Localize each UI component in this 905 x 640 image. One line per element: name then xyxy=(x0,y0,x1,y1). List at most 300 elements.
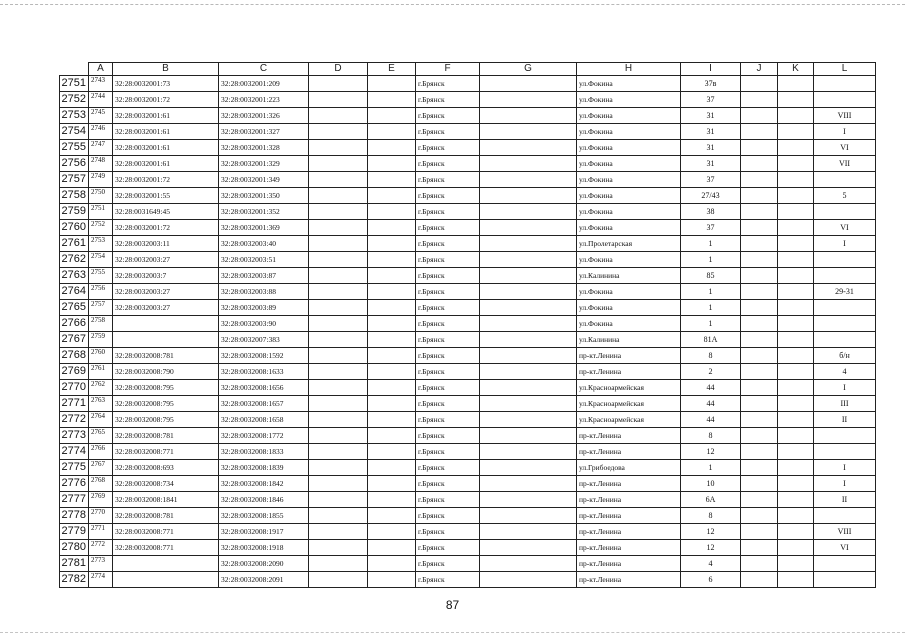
row-number[interactable]: 2756 xyxy=(60,156,89,172)
cell-d[interactable] xyxy=(309,268,368,284)
cell-g[interactable] xyxy=(480,460,577,476)
cell-l[interactable]: I xyxy=(814,476,876,492)
cell-g[interactable] xyxy=(480,428,577,444)
cell-h[interactable]: ул.Грибоедова xyxy=(577,460,681,476)
cell-f[interactable]: г.Брянск xyxy=(416,284,480,300)
cell-a[interactable]: 2747 xyxy=(89,140,113,156)
cell-f[interactable]: г.Брянск xyxy=(416,428,480,444)
cell-j[interactable] xyxy=(741,188,778,204)
cell-c[interactable]: 32:28:0032003:51 xyxy=(219,252,309,268)
cell-g[interactable] xyxy=(480,572,577,588)
cell-l[interactable] xyxy=(814,204,876,220)
cell-j[interactable] xyxy=(741,124,778,140)
cell-l[interactable] xyxy=(814,252,876,268)
cell-d[interactable] xyxy=(309,332,368,348)
cell-h[interactable]: ул.Красноармейская xyxy=(577,412,681,428)
cell-a[interactable]: 2745 xyxy=(89,108,113,124)
cell-j[interactable] xyxy=(741,220,778,236)
cell-g[interactable] xyxy=(480,364,577,380)
cell-d[interactable] xyxy=(309,156,368,172)
row-number[interactable]: 2776 xyxy=(60,476,89,492)
cell-g[interactable] xyxy=(480,220,577,236)
cell-j[interactable] xyxy=(741,476,778,492)
cell-g[interactable] xyxy=(480,556,577,572)
cell-d[interactable] xyxy=(309,236,368,252)
cell-i[interactable]: 31 xyxy=(681,156,741,172)
cell-a[interactable]: 2767 xyxy=(89,460,113,476)
cell-a[interactable]: 2758 xyxy=(89,316,113,332)
cell-g[interactable] xyxy=(480,396,577,412)
cell-k[interactable] xyxy=(778,412,814,428)
cell-l[interactable] xyxy=(814,76,876,92)
cell-g[interactable] xyxy=(480,524,577,540)
cell-e[interactable] xyxy=(368,444,416,460)
cell-d[interactable] xyxy=(309,396,368,412)
cell-k[interactable] xyxy=(778,524,814,540)
row-number[interactable]: 2779 xyxy=(60,524,89,540)
cell-l[interactable]: I xyxy=(814,236,876,252)
cell-a[interactable]: 2774 xyxy=(89,572,113,588)
row-number[interactable]: 2766 xyxy=(60,316,89,332)
cell-c[interactable]: 32:28:0032008:1918 xyxy=(219,540,309,556)
cell-b[interactable]: 32:28:0032008:771 xyxy=(113,540,219,556)
cell-f[interactable]: г.Брянск xyxy=(416,156,480,172)
cell-d[interactable] xyxy=(309,508,368,524)
cell-j[interactable] xyxy=(741,236,778,252)
cell-h[interactable]: пр-кт.Ленина xyxy=(577,556,681,572)
cell-b[interactable]: 32:28:0032008:795 xyxy=(113,412,219,428)
cell-j[interactable] xyxy=(741,316,778,332)
cell-a[interactable]: 2770 xyxy=(89,508,113,524)
cell-g[interactable] xyxy=(480,412,577,428)
cell-h[interactable]: ул.Фокина xyxy=(577,156,681,172)
cell-j[interactable] xyxy=(741,92,778,108)
cell-l[interactable]: II xyxy=(814,492,876,508)
row-number[interactable]: 2772 xyxy=(60,412,89,428)
cell-j[interactable] xyxy=(741,444,778,460)
cell-l[interactable] xyxy=(814,428,876,444)
row-number[interactable]: 2778 xyxy=(60,508,89,524)
cell-k[interactable] xyxy=(778,348,814,364)
cell-j[interactable] xyxy=(741,284,778,300)
cell-h[interactable]: ул.Фокина xyxy=(577,140,681,156)
cell-c[interactable]: 32:28:0032008:1772 xyxy=(219,428,309,444)
cell-j[interactable] xyxy=(741,396,778,412)
cell-d[interactable] xyxy=(309,444,368,460)
cell-b[interactable] xyxy=(113,572,219,588)
cell-f[interactable]: г.Брянск xyxy=(416,76,480,92)
cell-i[interactable]: 1 xyxy=(681,284,741,300)
cell-j[interactable] xyxy=(741,108,778,124)
row-number[interactable]: 2764 xyxy=(60,284,89,300)
cell-j[interactable] xyxy=(741,492,778,508)
cell-h[interactable]: пр-кт.Ленина xyxy=(577,428,681,444)
cell-b[interactable]: 32:28:0032001:61 xyxy=(113,108,219,124)
cell-e[interactable] xyxy=(368,124,416,140)
cell-k[interactable] xyxy=(778,540,814,556)
cell-f[interactable]: г.Брянск xyxy=(416,108,480,124)
cell-c[interactable]: 32:28:0032001:369 xyxy=(219,220,309,236)
cell-f[interactable]: г.Брянск xyxy=(416,540,480,556)
cell-f[interactable]: г.Брянск xyxy=(416,508,480,524)
cell-g[interactable] xyxy=(480,284,577,300)
cell-d[interactable] xyxy=(309,364,368,380)
cell-g[interactable] xyxy=(480,236,577,252)
cell-b[interactable]: 32:28:0032003:27 xyxy=(113,284,219,300)
cell-j[interactable] xyxy=(741,380,778,396)
cell-g[interactable] xyxy=(480,444,577,460)
cell-l[interactable]: VI xyxy=(814,140,876,156)
cell-e[interactable] xyxy=(368,236,416,252)
cell-d[interactable] xyxy=(309,284,368,300)
cell-e[interactable] xyxy=(368,284,416,300)
cell-f[interactable]: г.Брянск xyxy=(416,316,480,332)
row-number[interactable]: 2752 xyxy=(60,92,89,108)
cell-i[interactable]: 27/43 xyxy=(681,188,741,204)
cell-g[interactable] xyxy=(480,316,577,332)
cell-k[interactable] xyxy=(778,316,814,332)
cell-j[interactable] xyxy=(741,572,778,588)
cell-k[interactable] xyxy=(778,396,814,412)
cell-k[interactable] xyxy=(778,460,814,476)
cell-e[interactable] xyxy=(368,316,416,332)
cell-d[interactable] xyxy=(309,188,368,204)
cell-d[interactable] xyxy=(309,572,368,588)
row-number[interactable]: 2767 xyxy=(60,332,89,348)
cell-e[interactable] xyxy=(368,476,416,492)
cell-l[interactable] xyxy=(814,572,876,588)
cell-f[interactable]: г.Брянск xyxy=(416,220,480,236)
cell-a[interactable]: 2762 xyxy=(89,380,113,396)
cell-l[interactable]: б/н xyxy=(814,348,876,364)
cell-f[interactable]: г.Брянск xyxy=(416,188,480,204)
cell-c[interactable]: 32:28:0032003:88 xyxy=(219,284,309,300)
cell-b[interactable] xyxy=(113,316,219,332)
cell-k[interactable] xyxy=(778,236,814,252)
cell-i[interactable]: 1 xyxy=(681,300,741,316)
cell-l[interactable]: I xyxy=(814,460,876,476)
cell-e[interactable] xyxy=(368,364,416,380)
cell-d[interactable] xyxy=(309,172,368,188)
cell-i[interactable]: 12 xyxy=(681,540,741,556)
cell-j[interactable] xyxy=(741,332,778,348)
cell-f[interactable]: г.Брянск xyxy=(416,364,480,380)
cell-l[interactable]: II xyxy=(814,412,876,428)
row-number[interactable]: 2770 xyxy=(60,380,89,396)
cell-e[interactable] xyxy=(368,92,416,108)
cell-a[interactable]: 2752 xyxy=(89,220,113,236)
cell-a[interactable]: 2766 xyxy=(89,444,113,460)
cell-a[interactable]: 2748 xyxy=(89,156,113,172)
cell-d[interactable] xyxy=(309,140,368,156)
cell-b[interactable]: 32:28:0032001:55 xyxy=(113,188,219,204)
row-number[interactable]: 2761 xyxy=(60,236,89,252)
column-header-h[interactable]: H xyxy=(577,63,681,76)
row-number[interactable]: 2769 xyxy=(60,364,89,380)
row-number[interactable]: 2768 xyxy=(60,348,89,364)
cell-b[interactable]: 32:28:0032001:61 xyxy=(113,140,219,156)
cell-b[interactable]: 32:28:0032008:1841 xyxy=(113,492,219,508)
cell-l[interactable]: I xyxy=(814,124,876,140)
cell-d[interactable] xyxy=(309,316,368,332)
cell-a[interactable]: 2755 xyxy=(89,268,113,284)
row-number[interactable]: 2763 xyxy=(60,268,89,284)
cell-j[interactable] xyxy=(741,524,778,540)
cell-c[interactable]: 32:28:0032001:327 xyxy=(219,124,309,140)
cell-c[interactable]: 32:28:0032008:2091 xyxy=(219,572,309,588)
cell-l[interactable] xyxy=(814,300,876,316)
cell-k[interactable] xyxy=(778,556,814,572)
cell-k[interactable] xyxy=(778,124,814,140)
cell-a[interactable]: 2751 xyxy=(89,204,113,220)
row-number[interactable]: 2754 xyxy=(60,124,89,140)
cell-l[interactable]: III xyxy=(814,396,876,412)
cell-k[interactable] xyxy=(778,444,814,460)
cell-c[interactable]: 32:28:0032008:1592 xyxy=(219,348,309,364)
cell-d[interactable] xyxy=(309,556,368,572)
cell-k[interactable] xyxy=(778,172,814,188)
cell-b[interactable]: 32:28:0031649:45 xyxy=(113,204,219,220)
cell-c[interactable]: 32:28:0032007:383 xyxy=(219,332,309,348)
cell-g[interactable] xyxy=(480,300,577,316)
cell-g[interactable] xyxy=(480,268,577,284)
cell-g[interactable] xyxy=(480,380,577,396)
cell-f[interactable]: г.Брянск xyxy=(416,524,480,540)
cell-g[interactable] xyxy=(480,172,577,188)
cell-j[interactable] xyxy=(741,460,778,476)
cell-l[interactable] xyxy=(814,92,876,108)
cell-i[interactable]: 1 xyxy=(681,252,741,268)
cell-f[interactable]: г.Брянск xyxy=(416,124,480,140)
cell-h[interactable]: пр-кт.Ленина xyxy=(577,540,681,556)
cell-e[interactable] xyxy=(368,220,416,236)
cell-i[interactable]: 81А xyxy=(681,332,741,348)
cell-c[interactable]: 32:28:0032001:209 xyxy=(219,76,309,92)
cell-i[interactable]: 44 xyxy=(681,380,741,396)
cell-k[interactable] xyxy=(778,220,814,236)
cell-i[interactable]: 8 xyxy=(681,508,741,524)
cell-f[interactable]: г.Брянск xyxy=(416,332,480,348)
cell-e[interactable] xyxy=(368,348,416,364)
cell-g[interactable] xyxy=(480,492,577,508)
cell-c[interactable]: 32:28:0032001:326 xyxy=(219,108,309,124)
cell-i[interactable]: 37 xyxy=(681,220,741,236)
cell-c[interactable]: 32:28:0032008:1657 xyxy=(219,396,309,412)
column-header-b[interactable]: B xyxy=(113,63,219,76)
row-number[interactable]: 2773 xyxy=(60,428,89,444)
cell-f[interactable]: г.Брянск xyxy=(416,556,480,572)
cell-i[interactable]: 44 xyxy=(681,412,741,428)
cell-c[interactable]: 32:28:0032003:40 xyxy=(219,236,309,252)
cell-i[interactable]: 2 xyxy=(681,364,741,380)
cell-c[interactable]: 32:28:0032001:223 xyxy=(219,92,309,108)
cell-g[interactable] xyxy=(480,188,577,204)
cell-b[interactable]: 32:28:0032003:27 xyxy=(113,252,219,268)
cell-h[interactable]: пр-кт.Ленина xyxy=(577,348,681,364)
cell-l[interactable] xyxy=(814,268,876,284)
cell-d[interactable] xyxy=(309,204,368,220)
cell-j[interactable] xyxy=(741,508,778,524)
cell-i[interactable]: 4 xyxy=(681,556,741,572)
cell-k[interactable] xyxy=(778,188,814,204)
cell-d[interactable] xyxy=(309,492,368,508)
cell-f[interactable]: г.Брянск xyxy=(416,172,480,188)
cell-c[interactable]: 32:28:0032008:1839 xyxy=(219,460,309,476)
cell-e[interactable] xyxy=(368,204,416,220)
cell-c[interactable]: 32:28:0032003:90 xyxy=(219,316,309,332)
cell-b[interactable]: 32:28:0032003:7 xyxy=(113,268,219,284)
cell-h[interactable]: ул.Фокина xyxy=(577,284,681,300)
row-number[interactable]: 2755 xyxy=(60,140,89,156)
cell-g[interactable] xyxy=(480,348,577,364)
cell-i[interactable]: 44 xyxy=(681,396,741,412)
cell-k[interactable] xyxy=(778,284,814,300)
cell-d[interactable] xyxy=(309,460,368,476)
cell-b[interactable]: 32:28:0032003:27 xyxy=(113,300,219,316)
cell-f[interactable]: г.Брянск xyxy=(416,92,480,108)
cell-a[interactable]: 2760 xyxy=(89,348,113,364)
cell-d[interactable] xyxy=(309,252,368,268)
cell-e[interactable] xyxy=(368,252,416,268)
cell-h[interactable]: ул.Калинина xyxy=(577,332,681,348)
cell-l[interactable]: 29-31 xyxy=(814,284,876,300)
cell-i[interactable]: 8 xyxy=(681,428,741,444)
cell-h[interactable]: ул.Фокина xyxy=(577,108,681,124)
cell-i[interactable]: 37 xyxy=(681,172,741,188)
cell-b[interactable] xyxy=(113,332,219,348)
cell-l[interactable]: VIII xyxy=(814,108,876,124)
column-header-e[interactable]: E xyxy=(368,63,416,76)
cell-b[interactable]: 32:28:0032001:61 xyxy=(113,156,219,172)
cell-g[interactable] xyxy=(480,540,577,556)
cell-e[interactable] xyxy=(368,140,416,156)
cell-f[interactable]: г.Брянск xyxy=(416,492,480,508)
cell-e[interactable] xyxy=(368,76,416,92)
column-header-f[interactable]: F xyxy=(416,63,480,76)
cell-l[interactable] xyxy=(814,444,876,460)
row-number[interactable]: 2751 xyxy=(60,76,89,92)
cell-f[interactable]: г.Брянск xyxy=(416,412,480,428)
cell-l[interactable]: I xyxy=(814,380,876,396)
cell-d[interactable] xyxy=(309,300,368,316)
cell-j[interactable] xyxy=(741,300,778,316)
cell-a[interactable]: 2746 xyxy=(89,124,113,140)
cell-a[interactable]: 2765 xyxy=(89,428,113,444)
cell-k[interactable] xyxy=(778,140,814,156)
cell-h[interactable]: ул.Фокина xyxy=(577,220,681,236)
cell-i[interactable]: 31 xyxy=(681,124,741,140)
cell-c[interactable]: 32:28:0032001:349 xyxy=(219,172,309,188)
cell-c[interactable]: 32:28:0032003:89 xyxy=(219,300,309,316)
cell-b[interactable]: 32:28:0032008:693 xyxy=(113,460,219,476)
cell-l[interactable] xyxy=(814,172,876,188)
cell-j[interactable] xyxy=(741,140,778,156)
cell-e[interactable] xyxy=(368,460,416,476)
row-number[interactable]: 2774 xyxy=(60,444,89,460)
cell-e[interactable] xyxy=(368,572,416,588)
cell-k[interactable] xyxy=(778,300,814,316)
cell-h[interactable]: ул.Красноармейская xyxy=(577,396,681,412)
cell-j[interactable] xyxy=(741,348,778,364)
cell-k[interactable] xyxy=(778,364,814,380)
cell-c[interactable]: 32:28:0032008:1633 xyxy=(219,364,309,380)
cell-h[interactable]: ул.Красноармейская xyxy=(577,380,681,396)
cell-l[interactable]: VIII xyxy=(814,524,876,540)
cell-b[interactable]: 32:28:0032008:781 xyxy=(113,428,219,444)
cell-i[interactable]: 38 xyxy=(681,204,741,220)
cell-b[interactable]: 32:28:0032008:781 xyxy=(113,508,219,524)
cell-b[interactable]: 32:28:0032001:73 xyxy=(113,76,219,92)
cell-b[interactable]: 32:28:0032008:781 xyxy=(113,348,219,364)
cell-f[interactable]: г.Брянск xyxy=(416,268,480,284)
cell-e[interactable] xyxy=(368,332,416,348)
cell-c[interactable]: 32:28:0032003:87 xyxy=(219,268,309,284)
cell-b[interactable]: 32:28:0032008:790 xyxy=(113,364,219,380)
column-header-a[interactable]: A xyxy=(89,63,113,76)
cell-h[interactable]: пр-кт.Ленина xyxy=(577,444,681,460)
cell-a[interactable]: 2772 xyxy=(89,540,113,556)
cell-f[interactable]: г.Брянск xyxy=(416,236,480,252)
cell-h[interactable]: ул.Фокина xyxy=(577,252,681,268)
cell-e[interactable] xyxy=(368,540,416,556)
cell-g[interactable] xyxy=(480,508,577,524)
cell-b[interactable]: 32:28:0032008:734 xyxy=(113,476,219,492)
cell-h[interactable]: ул.Фокина xyxy=(577,300,681,316)
cell-b[interactable]: 32:28:0032008:795 xyxy=(113,380,219,396)
cell-d[interactable] xyxy=(309,380,368,396)
cell-h[interactable]: пр-кт.Ленина xyxy=(577,508,681,524)
cell-d[interactable] xyxy=(309,524,368,540)
cell-i[interactable]: 37 xyxy=(681,92,741,108)
cell-g[interactable] xyxy=(480,476,577,492)
cell-h[interactable]: ул.Фокина xyxy=(577,188,681,204)
cell-l[interactable] xyxy=(814,508,876,524)
cell-a[interactable]: 2773 xyxy=(89,556,113,572)
cell-a[interactable]: 2759 xyxy=(89,332,113,348)
cell-h[interactable]: пр-кт.Ленина xyxy=(577,492,681,508)
cell-h[interactable]: ул.Фокина xyxy=(577,172,681,188)
cell-e[interactable] xyxy=(368,380,416,396)
cell-e[interactable] xyxy=(368,300,416,316)
cell-j[interactable] xyxy=(741,428,778,444)
cell-e[interactable] xyxy=(368,428,416,444)
row-number[interactable]: 2771 xyxy=(60,396,89,412)
row-number[interactable]: 2759 xyxy=(60,204,89,220)
column-header-j[interactable]: J xyxy=(741,63,778,76)
cell-h[interactable]: пр-кт.Ленина xyxy=(577,524,681,540)
cell-a[interactable]: 2769 xyxy=(89,492,113,508)
cell-k[interactable] xyxy=(778,252,814,268)
cell-h[interactable]: ул.Пролетарская xyxy=(577,236,681,252)
cell-h[interactable]: пр-кт.Ленина xyxy=(577,572,681,588)
row-number[interactable]: 2760 xyxy=(60,220,89,236)
cell-d[interactable] xyxy=(309,76,368,92)
cell-k[interactable] xyxy=(778,476,814,492)
cell-f[interactable]: г.Брянск xyxy=(416,460,480,476)
cell-f[interactable]: г.Брянск xyxy=(416,476,480,492)
cell-e[interactable] xyxy=(368,156,416,172)
cell-j[interactable] xyxy=(741,204,778,220)
cell-i[interactable]: 6А xyxy=(681,492,741,508)
cell-h[interactable]: ул.Фокина xyxy=(577,124,681,140)
cell-d[interactable] xyxy=(309,92,368,108)
cell-d[interactable] xyxy=(309,412,368,428)
cell-c[interactable]: 32:28:0032008:1846 xyxy=(219,492,309,508)
row-number[interactable]: 2762 xyxy=(60,252,89,268)
cell-k[interactable] xyxy=(778,108,814,124)
cell-l[interactable]: VI xyxy=(814,220,876,236)
cell-g[interactable] xyxy=(480,76,577,92)
